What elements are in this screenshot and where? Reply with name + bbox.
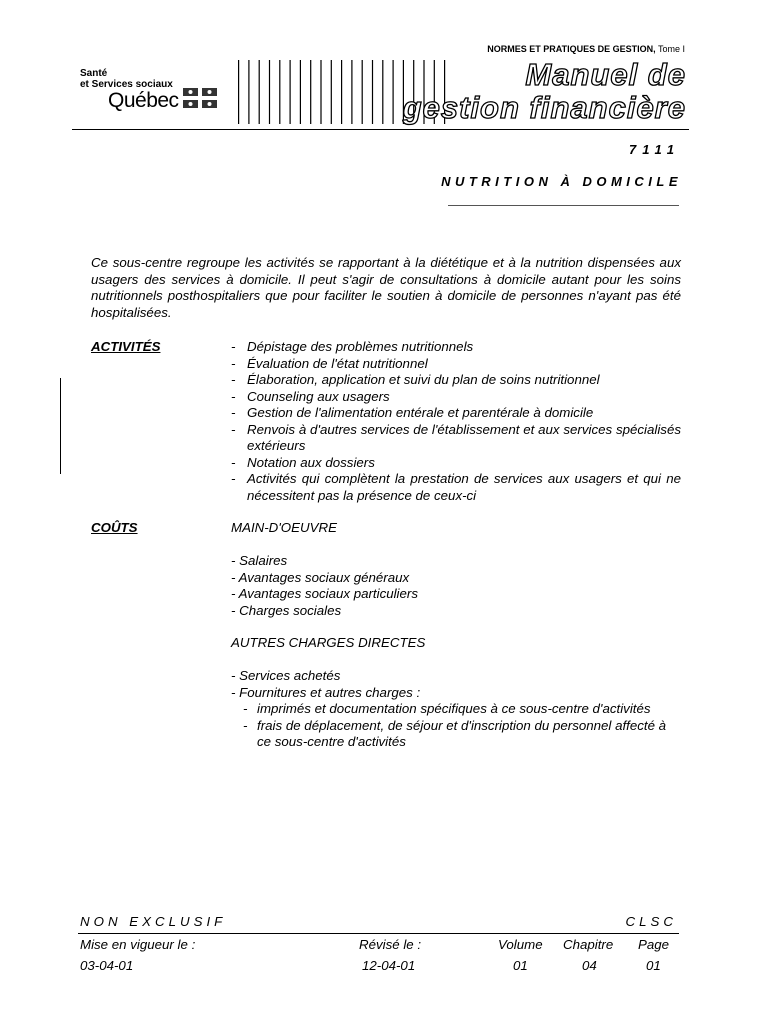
cost-item: - Charges sociales <box>231 602 342 618</box>
manual-title-line1: Manuel de <box>525 57 686 92</box>
bullet-dash: - <box>231 471 236 486</box>
decorative-bar <box>341 60 342 124</box>
autres-charges-heading: AUTRES CHARGES DIRECTES <box>231 635 426 650</box>
activite-item <box>231 339 681 356</box>
decorative-bar <box>351 60 352 124</box>
activite-text: Dépistage des problèmes nutritionnels <box>247 339 474 354</box>
revise-date: 12-04-01 <box>362 958 416 973</box>
decorative-bar <box>362 60 363 124</box>
activites-list <box>231 339 681 504</box>
quebec-logo <box>80 68 220 118</box>
mise-en-vigueur-label: Mise en vigueur le : <box>80 937 196 952</box>
decorative-bar <box>300 60 301 124</box>
volume-value: 01 <box>513 958 528 973</box>
activite-text: Renvois à d'autres services de l'établissement et aux services spécialisés extérieurs <box>247 421 681 453</box>
decorative-bar <box>393 60 394 124</box>
series-name: NORMES ET PRATIQUES DE GESTION, <box>487 44 656 54</box>
fourniture-sub-item <box>243 701 681 718</box>
bullet-dash: - <box>243 717 248 733</box>
cost-item: - Salaires <box>231 553 288 568</box>
volume-label: Volume <box>498 937 543 952</box>
main-oeuvre-list <box>231 553 418 619</box>
revision-bar <box>60 378 61 474</box>
autres-charges-list <box>231 668 420 701</box>
footer-rule <box>78 933 679 934</box>
bullet-dash: - <box>231 339 236 354</box>
cost-item: - Avantages sociaux particuliers <box>231 586 418 601</box>
activite-item <box>231 356 681 373</box>
decorative-bar <box>248 60 249 124</box>
non-exclusif-label: NON EXCLUSIF <box>80 914 227 929</box>
decorative-bar <box>310 60 311 124</box>
bullet-dash: - <box>243 701 248 716</box>
couts-label: COÛTS <box>91 520 138 535</box>
activite-text: Counseling aux usagers <box>247 388 390 404</box>
bullet-dash: - <box>231 405 236 420</box>
cost-item: - Fournitures et autres charges : <box>231 684 421 700</box>
fourniture-sub-item <box>243 718 681 751</box>
section-title: NUTRITION À DOMICILE <box>441 174 682 189</box>
header-rule <box>72 129 689 130</box>
fournitures-sub-list <box>243 701 681 751</box>
activite-text: Évaluation de l'état nutritionnel <box>247 355 428 371</box>
decorative-bar <box>290 60 291 124</box>
mise-en-vigueur-date: 03-04-01 <box>80 958 134 973</box>
bullet-dash: - <box>231 421 236 437</box>
chapitre-value: 04 <box>582 958 597 973</box>
manual-title-line2: gestion financière <box>402 90 686 125</box>
activite-text: Activités qui complètent la prestation de services aux usagers et qui ne nécessitent pas la présence de ceux-ci <box>247 471 681 503</box>
activite-item <box>231 389 681 406</box>
revise-label: Révisé le : <box>359 937 422 952</box>
activites-label: ACTIVITÉS <box>91 339 161 354</box>
page-label: Page <box>638 937 670 952</box>
quebec-flag-icon <box>183 88 217 108</box>
decorative-bar <box>259 60 260 124</box>
fourniture-sub-text: frais de déplacement, de séjour et d'inscription du personnel affecté à ce sous-centre d'activités <box>257 717 667 749</box>
decorative-bar <box>320 60 321 124</box>
logo-line-sante: Santé <box>80 68 108 79</box>
page-value: 01 <box>646 958 661 973</box>
logo-quebec-wordmark: Québec <box>108 89 179 112</box>
cost-item: - Avantages sociaux généraux <box>231 569 410 585</box>
chapitre-label: Chapitre <box>563 937 614 952</box>
clsc-label: CLSC <box>625 914 677 929</box>
activite-item <box>231 455 681 472</box>
decorative-bar <box>331 60 332 124</box>
activite-text: Notation aux dossiers <box>247 454 375 470</box>
decorative-bar <box>279 60 280 124</box>
series-tome: Tome I <box>655 44 685 54</box>
activite-item <box>231 471 681 504</box>
intro-paragraph: Ce sous-centre regroupe les activités se rapportant à la diététique et à la nutrition dispensées aux usagers des services à domicile. Il peut s'agir de consultations à domicile autant pour les soins nutritionnels posthospitaliers que pour faciliter le soutien à domicile de personnes n'ayant pas été hospitalisées. <box>91 255 681 320</box>
logo-line-services: et Services sociaux <box>80 79 173 90</box>
section-title-rule <box>448 205 679 206</box>
main-oeuvre-heading: MAIN-D'OEUVRE <box>231 520 337 535</box>
decorative-bar <box>382 60 383 124</box>
decorative-bar <box>238 60 239 124</box>
bullet-dash: - <box>231 355 236 371</box>
document-series-label <box>487 44 685 54</box>
decorative-bar <box>372 60 373 124</box>
cost-item: - Services achetés <box>231 668 341 683</box>
bullet-dash: - <box>231 372 236 387</box>
manual-title <box>403 58 686 124</box>
section-code: 7111 <box>629 142 680 157</box>
decorative-bar <box>269 60 270 124</box>
activite-item <box>231 405 681 422</box>
bullet-dash: - <box>231 454 236 470</box>
activite-text: Élaboration, application et suivi du plan de soins nutritionnel <box>247 372 600 387</box>
activite-text: Gestion de l'alimentation entérale et parentérale à domicile <box>247 405 594 420</box>
activite-item <box>231 422 681 455</box>
fourniture-sub-text: imprimés et documentation spécifiques à ce sous-centre d'activités <box>257 701 651 716</box>
activite-item <box>231 372 681 389</box>
bullet-dash: - <box>231 388 236 404</box>
